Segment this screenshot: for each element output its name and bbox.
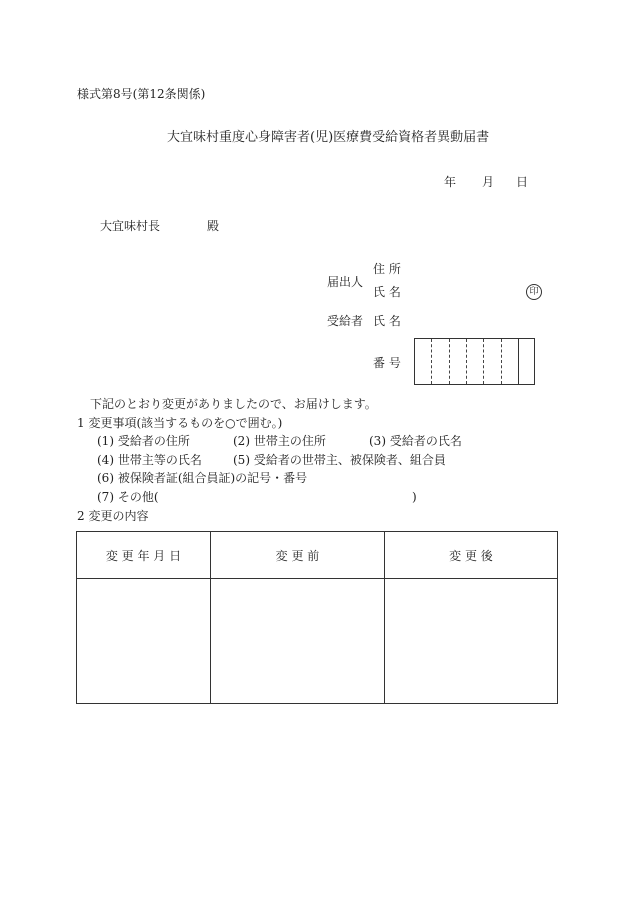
change-item-7: (7) その他( <box>97 490 159 504</box>
column-header-before: 変 更 前 <box>211 532 385 579</box>
notifier-name-label: 氏 名 <box>373 285 401 299</box>
table-header-row <box>77 532 558 579</box>
change-item-6: (6) 被保険者証(組合員証)の記号・番号 <box>97 471 308 485</box>
number-box-divider <box>466 339 467 384</box>
addressee-honorific: 殿 <box>207 219 220 233</box>
changes-table <box>76 531 558 704</box>
number-box-divider <box>518 339 519 384</box>
recipient-number-label: 番 号 <box>373 356 401 370</box>
change-item-4: (4) 世帯主等の氏名 <box>97 453 202 467</box>
date-month: 月 <box>482 175 495 189</box>
table-row <box>77 579 558 704</box>
recipient-label: 受給者 <box>327 314 364 328</box>
number-box-divider <box>501 339 502 384</box>
change-item-1: (1) 受給者の住所 <box>97 434 190 448</box>
recipient-name-label: 氏 名 <box>373 314 401 328</box>
date-day: 日 <box>516 175 529 189</box>
change-item-3: (3) 受給者の氏名 <box>369 434 462 448</box>
seal-mark: 印 <box>526 284 542 300</box>
before-cell[interactable] <box>211 579 385 704</box>
change-item-2: (2) 世帯主の住所 <box>233 434 326 448</box>
column-header-after: 変 更 後 <box>385 532 558 579</box>
intro-text: 下記のとおり変更がありましたので、お届けします。 <box>90 397 377 411</box>
change-date-cell[interactable] <box>77 579 211 704</box>
after-cell[interactable] <box>385 579 558 704</box>
date-year: 年 <box>444 175 457 189</box>
number-box-divider <box>483 339 484 384</box>
section1-heading: 1 変更事項(該当するものを○で囲む。) <box>77 416 283 430</box>
number-box-divider <box>449 339 450 384</box>
notifier-address-label: 住 所 <box>373 262 401 276</box>
change-item-7-close: ) <box>412 490 417 504</box>
number-box-divider <box>431 339 432 384</box>
change-item-5: (5) 受給者の世帯主、被保険者、組合員 <box>233 453 446 467</box>
column-header-change-date: 変 更 年 月 日 <box>77 532 211 579</box>
form-title: 大宜味村重度心身障害者(児)医療費受給資格者異動届書 <box>167 130 490 145</box>
addressee-name: 大宜味村長 <box>100 219 161 233</box>
form-number: 様式第8号(第12条関係) <box>77 87 206 101</box>
notifier-label: 届出人 <box>327 275 364 289</box>
section2-heading: 2 変更の内容 <box>77 509 149 523</box>
number-box[interactable] <box>414 338 535 385</box>
